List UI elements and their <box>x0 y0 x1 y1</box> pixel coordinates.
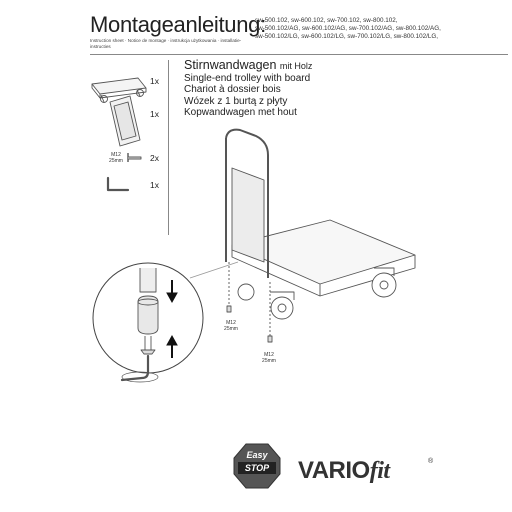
product-name-suffix: mit Holz <box>279 61 313 71</box>
callout-length: 25mm <box>224 326 238 332</box>
badge-bottom-text: STOP <box>244 463 270 473</box>
bolt-part-icon <box>128 153 141 162</box>
model-line: sw-500.102/AG, sw-600.102/AG, sw-700.102/AG, sw-800.102/AG, <box>255 25 441 33</box>
product-name-main: Stirnwandwagen <box>184 58 277 72</box>
allen-key-part-icon <box>108 178 128 190</box>
part-qty: 2x <box>150 153 159 163</box>
model-line: sw-500.102/LG, sw-600.102/LG, sw-700.102/LG, sw-800.102/LG, <box>255 33 439 41</box>
badge-top-text: Easy <box>246 450 268 460</box>
product-name-pl: Wózek z 1 burtą z płyty <box>184 95 288 107</box>
product-name-en: Single-end trolley with board <box>184 72 311 84</box>
product-name-fr: Chariot à dossier bois <box>184 84 281 95</box>
part-qty: 1x <box>150 109 159 119</box>
subtitle: Instruction sheet · Notice de montage · instrukcja użytkowania · installatie-instructies <box>90 38 242 49</box>
model-line: sw-500.102, sw-600.102, sw-700.102, sw-800.102, <box>255 17 398 24</box>
part-qty: 1x <box>150 180 159 190</box>
detail-zoom-circle <box>93 262 238 382</box>
part-qty: 1x <box>150 76 159 86</box>
callout-length: 25mm <box>262 358 276 364</box>
callout-size: M12 <box>264 352 274 358</box>
bolt-label-size: M12 <box>111 152 121 158</box>
brand-main: VARIO <box>298 457 370 484</box>
registered-mark: ® <box>428 458 434 465</box>
brand-logo <box>298 457 390 485</box>
page-title: Montageanleitung: <box>90 12 266 37</box>
platform-part-icon <box>92 78 146 103</box>
callout-size: M12 <box>226 320 236 326</box>
bolt-label-length: 25mm <box>109 158 123 164</box>
brand-fit: fit <box>369 458 390 484</box>
product-name-nl: Kopwandwagen met hout <box>184 107 297 118</box>
end-panel-part-icon <box>110 96 140 146</box>
trolley-drawing <box>226 130 415 342</box>
